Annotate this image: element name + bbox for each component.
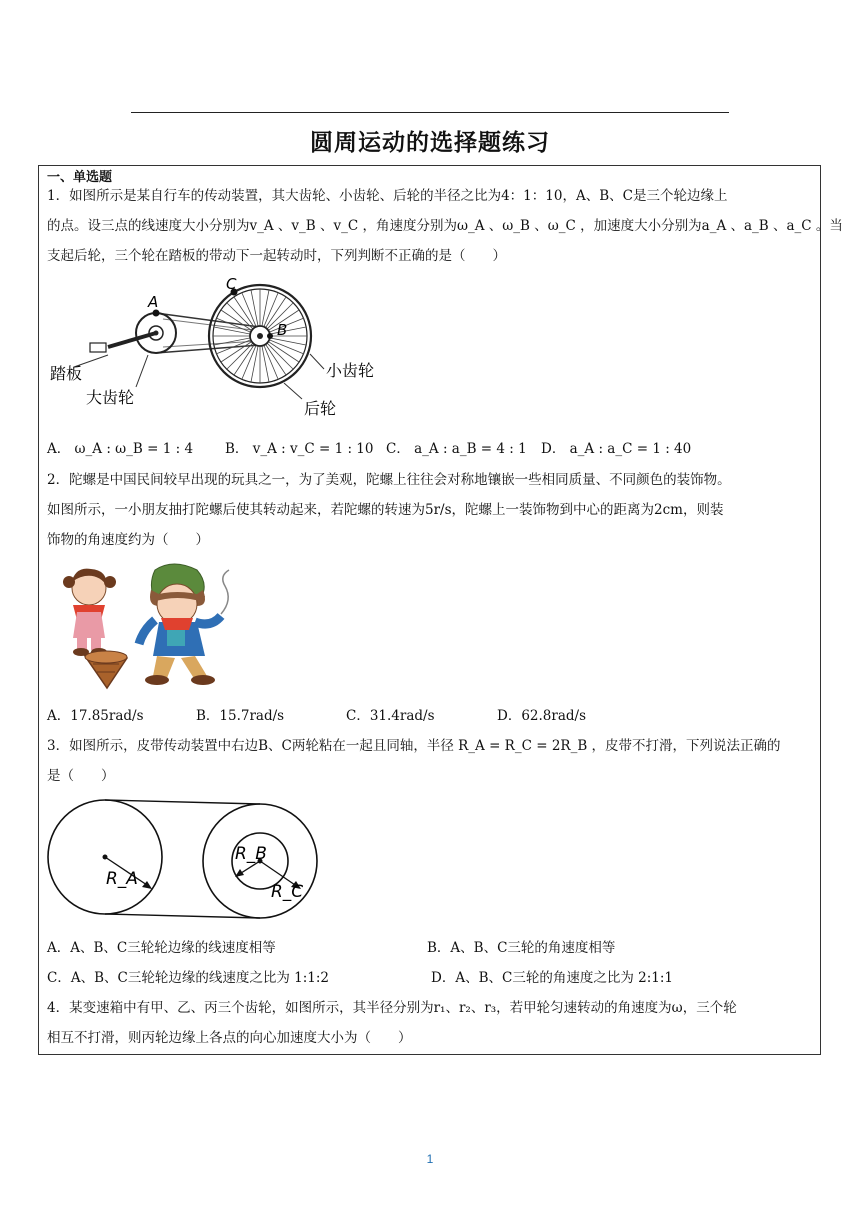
label-rear-wheel: 后轮 <box>304 399 337 418</box>
q2-option-c: C．31.4rad/s <box>346 708 435 724</box>
q2-option-d: D．62.8rad/s <box>497 708 587 724</box>
label-b: B <box>277 321 288 339</box>
q3-line-1: 3．如图所示，皮带传动装置中右边B、C两轮粘在一起且同轴，半径 R_A = R_C = 2R_B ，皮带不打滑，下列说法正确的 <box>47 738 781 754</box>
page-title: 圆周运动的选择题练习 <box>310 130 550 156</box>
q2-option-a: A．17.85rad/s <box>47 708 144 724</box>
q4-line-2: 相互不打滑，则丙轮边缘上各点的向心加速度大小为（ ） <box>47 1030 412 1046</box>
page-number: 1 <box>426 1152 434 1166</box>
q1-option-c: C． a_A : a_B = 4 : 1 <box>386 441 527 457</box>
q4-line-1: 4．某变速箱中有甲、乙、丙三个齿轮，如图所示，其半径分别为r₁、r₂、r₃，若甲轮匀速转动的角速度为ω，三个轮 <box>47 1000 737 1016</box>
q2-line-3: 饰物的角速度约为（ ） <box>47 532 209 548</box>
label-a: A <box>148 293 159 311</box>
header-rule <box>131 112 729 113</box>
q1-line-2: 的点。设三点的线速度大小分别为v_A 、v_B 、v_C ，角速度分别为ω_A 、ω_B 、ω_C ，加速度大小分别为a_A 、a_B 、a_C 。当 <box>47 218 843 234</box>
label-small-gear: 小齿轮 <box>326 361 375 380</box>
q2-line-2: 如图所示，一小朋友抽打陀螺后使其转动起来，若陀螺的转速为5r/s，陀螺上一装饰物到中心的距离为2cm，则装 <box>47 502 724 518</box>
q3-option-c: C．A、B、C三轮轮边缘的线速度之比为 1:1:2 <box>47 970 329 986</box>
q2-option-b: B．15.7rad/s <box>196 708 285 724</box>
children-spinning-top-illustration <box>55 560 235 695</box>
q1-option-d: D． a_A : a_C = 1 : 40 <box>541 441 692 457</box>
q2-line-1: 2．陀螺是中国民间较早出现的玩具之一，为了美观，陀螺上往往会对称地镶嵌一些相同质量、不同颜色的装饰物。 <box>47 472 731 488</box>
q3-option-b: B．A、B、C三轮的角速度相等 <box>427 940 616 956</box>
label-rc: R_C <box>271 882 304 902</box>
label-c: C <box>226 275 237 293</box>
point-b <box>267 333 273 339</box>
q1-option-a: A． ω_A : ω_B = 1 : 4 <box>47 441 194 457</box>
q3-line-2: 是（ ） <box>47 768 115 784</box>
section-heading: 一、单选题 <box>47 170 113 185</box>
bicycle-transmission-figure <box>48 275 388 425</box>
q3-option-a: A．A、B、C三轮轮边缘的线速度相等 <box>47 940 276 956</box>
q1-option-b: B． v_A : v_C = 1 : 10 <box>225 441 374 457</box>
label-big-gear: 大齿轮 <box>86 388 135 407</box>
q1-line-1: 1．如图所示是某自行车的传动装置，其大齿轮、小齿轮、后轮的半径之比为4：1：10，A、B、C是三个轮边缘上 <box>47 188 728 204</box>
q1-line-3: 支起后轮，三个轮在踏板的带动下一起转动时，下列判断不正确的是（ ） <box>47 248 506 264</box>
label-pedal: 踏板 <box>50 364 83 383</box>
label-rb: R_B <box>235 844 267 864</box>
label-ra: R_A <box>106 869 138 889</box>
q3-option-d: D．A、B、C三轮的角速度之比为 2:1:1 <box>431 970 673 986</box>
belt-drive-figure <box>46 795 326 930</box>
